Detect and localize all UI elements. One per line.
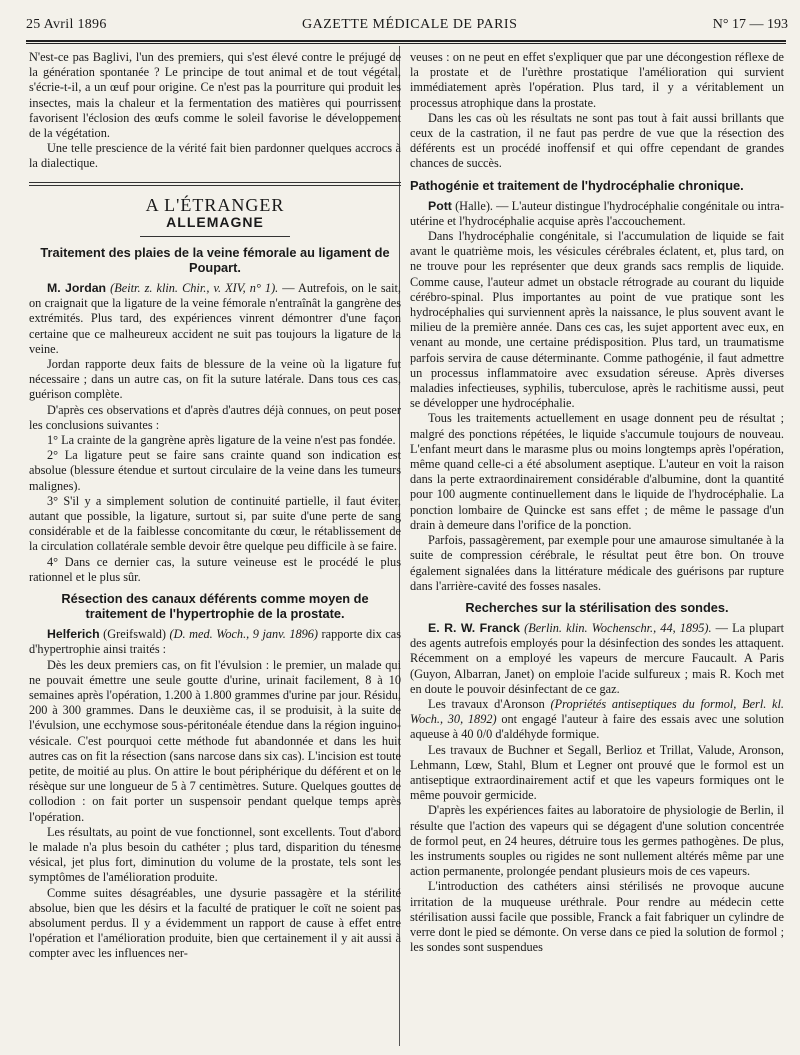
author-location: (Halle). (451, 198, 493, 213)
country-heading: ALLEMAGNE (166, 213, 264, 230)
header-rule (26, 40, 786, 42)
article-lead-text: rapporte dix cas d'hypertrophie ainsi traités : (29, 627, 402, 657)
article-reference: (Berlin. klin. Wochenschr., 44, 1895). (524, 620, 712, 635)
heading-rule (140, 236, 290, 237)
article-author: E. R. W. Franck (428, 620, 520, 635)
continued-paragraph: veuses : on ne peut en effet s'expliquer que par une décongestion réflexe de la prostate et de l'urèthre prostatique l'amélioration qui survient immédiatement après l'opération. Plus tard, il y a véritablement un processus atrophique dans la prostate. (410, 50, 784, 110)
article-paragraph: Dans l'hydrocéphalie congénitale, si l'accumulation de liquide se fait avant le quatrième mois, les vésicules cérébrales éclatent, et, plus tard, on ne trouve pour les représenter que deux grands sacs remplis de liquide. Comme cause, l'auteur admet un obstacle rétrograde au courant du liquide cérébro-spinal. Plus importantes au point de vue pratique sont les hydrocéphalies qui surviennent après la naissance, le plus souvent avant le milieu de la première année. Dans ces cas, les sujet apportent avec eux, en venant au monde, une certaine prédisposition. Plus tard, un traumatisme parfois servira de cause déterminante. Comme pathogénie, il faut admettre un processus inflammatoire avec exsudation séreuse. Après diverses maladies infectieuses, syphilis, tuberculose, après le rachitisme aussi, peut se développer une hydrocéphalie. (410, 229, 784, 411)
article-paragraph: 3° S'il y a simplement solution de continuité partielle, il faut éviter, autant que possible, la ligature, surtout si, par suite d'une perte de sang considérable et de la faiblesse concomitante du cœur, le rétablissement de la circulation collatérale semble devoir être quelque peu difficile à se faire. (29, 493, 401, 554)
article-lead-text: — Autrefois, on le sait, on craignait que la ligature de la veine fémorale n'entraînât la gangrène des extrémités. Plus tard, des expériences vinrent démontrer d'une façon certaine que ce malheureux accident ne suit pas toujours la ligature de la veine. (29, 281, 401, 356)
article-paragraph: 1° La crainte de la gangrène après ligature de la veine n'est pas fondée. (47, 433, 396, 448)
aronson-text: Les travaux d'Aronson (428, 696, 551, 711)
article-title: Pathogénie et traitement de l'hydrocéphalie chronique. (410, 177, 744, 193)
intro-paragraph: Une telle prescience de la vérité fait bien pardonner quelques accrocs à la dialectique. (29, 141, 401, 171)
article-paragraph: Comme suites désagréables, une dysurie passagère et la stérilité absolue, bien que les désirs et la faculté de pratiquer le coït ne soient pas absolument perdus. Il y a évidemment un rapport de cause à effet entre l'opération et l'amélioration produite, bien que certainement il y ait aussi à compter avec les influences ner- (29, 885, 401, 961)
article-paragraph: D'après ces observations et d'après d'autres déjà connues, on peut poser les conclusions suivantes : (29, 402, 401, 432)
issue-date: 25 Avril 1896 (26, 17, 107, 32)
article-paragraph: D'après les expériences faites au laboratoire de physiologie de Berlin, il résulte que l'action des vapeurs qui se dégagent d'une solution concentrée de formol peut, en 24 heures, détruire tous les germes pathogènes. De plus, les instruments souples ou rigides ne sont nullement altérés même par une action permanente, prolongée pendant plusieurs mois de ces vapeurs. (410, 803, 784, 879)
right-column (410, 50, 784, 955)
article-author: Pott (428, 198, 452, 213)
article-title: Traitement des plaies de la veine fémorale au ligament de Poupart. (40, 245, 390, 276)
article-title: Résection des canaux déférents comme moyen de traitement de l'hypertrophie de la prostate. (61, 591, 369, 622)
article-reference: (Beitr. z. klin. Chir., v. XIV, n° 1). (110, 281, 279, 296)
article-lead-text: — L'auteur distingue l'hydrocéphalie congénitale ou intra-utérine et l'hydrocéphalie acquise après l'accouchement. (410, 198, 784, 228)
article-paragraph: Parfois, passagèrement, par exemple pour une amaurose simultanée à la suite de compression cérébrale, le résultat peut être bon. On trouve également signalées dans la littérature médicale des guérisons par rupture dans l'arrière-cavité des fosses nasales. (410, 533, 784, 593)
intro-paragraph: N'est-ce pas Baglivi, l'un des premiers, qui s'est élevé contre le préjugé de la génération spontanée ? Le principe de tout animal et de tout végétal, s'écrie-t-il, a un œuf pour origine. Ce n'est pas la pourriture qui produit les insectes, mais la chaleur et la fermentation des matières qui pourrissent favorisent l'éclosion des œufs comme le soleil favorise le développement de la végétation. (29, 50, 401, 141)
article-title: Recherches sur la stérilisation des sondes. (465, 599, 729, 615)
article-paragraph: Dès les deux premiers cas, on fit l'évulsion : le premier, un malade qui ne pouvait émettre une seule goutte d'urine, urinait facilement, 8 à 10 semaines après l'opération, 1.200 à 1.800 grammes d'urine par jour. Résidu, 200 à 300 grammes. Dans le deuxième cas, il se produisit, à la suite de l'évulsion, une ecchymose sous-péritonéale étendue dans la région inguino-vésicale. C'est pourquoi cette méthode fut abandonnée et dans les huit autres cas on fit la résection (sans narcose dans six cas). L'incision est toute petite, de moitié au plus. On attire le bout périphérique du déférent et on le résèque sur une longueur de 5 à 7 centimètres. Suture. Quelques gouttes de collodion : on fait porter un suspensoir pendant quelque temps après l'opération. (29, 657, 401, 824)
page-header (26, 12, 788, 38)
article-paragraph: Jordan rapporte deux faits de blessure de la veine où la ligature fut nécessaire ; dans un autre cas, on fit la suture latérale. Dans tous ces cas, guérison complète. (29, 357, 401, 402)
article-paragraph: L'introduction des cathéters ainsi stérilisés ne provoque aucune irritation de la muqueuse uréthrale. Pour rendre au médecin cette stérilisation aussi facile que possible, Franck a fait fabriquer un cylindre de verre dont le pied se démonte. On verse dans ce pied la solution de formol ; les sondes sont suspendues (410, 879, 784, 955)
left-column (29, 50, 401, 962)
aronson-text-end: ont engagé l'auteur à faire des essais avec une solution aqueuse à 40 0/0 d'aldéhyde formique. (410, 712, 784, 742)
article-lead (29, 281, 401, 357)
article-paragraph: Les travaux de Buchner et Segall, Berlioz et Trillat, Valude, Aronson, Lehmann, Lœw, Stahl, Blum et Legner ont prouvé que le formol est un antiseptique extraordinairement actif et que les vapeurs formiques ont le même pouvoir germicide. (410, 742, 784, 803)
article-author: Helferich (47, 627, 100, 642)
article-paragraph: 2° La ligature peut se faire sans crainte quand son indication est absolue (blessure étendue et surtout circulaire de la veine dans les tumeurs malignes). (29, 448, 401, 493)
section-title: A L'ÉTRANGER (145, 194, 285, 215)
article-author: M. Jordan (47, 281, 107, 296)
article-paragraph: 4° Dans ce dernier cas, la suture veineuse est le procédé le plus rationnel et le plus sûr. (29, 554, 401, 584)
section-separator (29, 182, 401, 186)
journal-title: GAZETTE MÉDICALE DE PARIS (302, 17, 518, 32)
article-paragraph: Dans les cas où les résultats ne sont pas tout à fait aussi brillants que ceux de la castration, il ne faut pas perdre de vue que la résection des déférents est un procédé inoffensif et qui offre cependant de grandes chances de succès. (410, 110, 784, 171)
article-lead (29, 627, 401, 657)
author-location: (Greifswald) (99, 627, 170, 642)
article-lead-text: — La plupart des agents autrefois employés pour la désinfection des sondes les attaquent. Récemment on a employé les vapeurs de mercure Faucault. A Paris (Guyon, Albarran, Janet) on emploie l'acide sulfureux ; mais R. Koch met en doute le pouvoir désinfectant de ce gaz. (410, 620, 784, 696)
article-reference: (D. med. Woch., 9 janv. 1896) (169, 627, 319, 642)
header-rule-thin (26, 43, 786, 44)
article-paragraph (410, 697, 784, 743)
article-paragraph: Tous les traitements actuellement en usage donnent peu de résultat ; malgré des ponctions répétées, le liquide s'accumule toujours de nouveau. L'enfant meurt dans le marasme plus ou moins longtemps après l'opération, même quand celle-ci a été absolument aseptique. L'auteur en voit la raison dans la perte extraordinairement considérable d'albumine, dont la quantité pour 100 augmente continuellement dans le liquide de l'hydrocéphalie. La ponction lombaire de Quincke est sans effet ; de même le passage d'un drain à demeure dans l'orifice de la ponction. (410, 411, 784, 532)
article-lead (410, 199, 784, 229)
article-lead (410, 621, 784, 697)
aronson-reference: (Propriétés antiseptiques du formol, Berl. kl. Woch., 30, 1892) (410, 696, 784, 727)
article-paragraph: Les résultats, au point de vue fonctionnel, sont excellents. Tout d'abord le malade n'a plus besoin du cathéter ; plus tard, disparition du ténesme vésical, jet plus fort, diminution du volume de la prostate, tels sont les symptômes de l'amélioration produite. (29, 824, 401, 885)
page-number: N° 17 — 193 (712, 17, 788, 32)
